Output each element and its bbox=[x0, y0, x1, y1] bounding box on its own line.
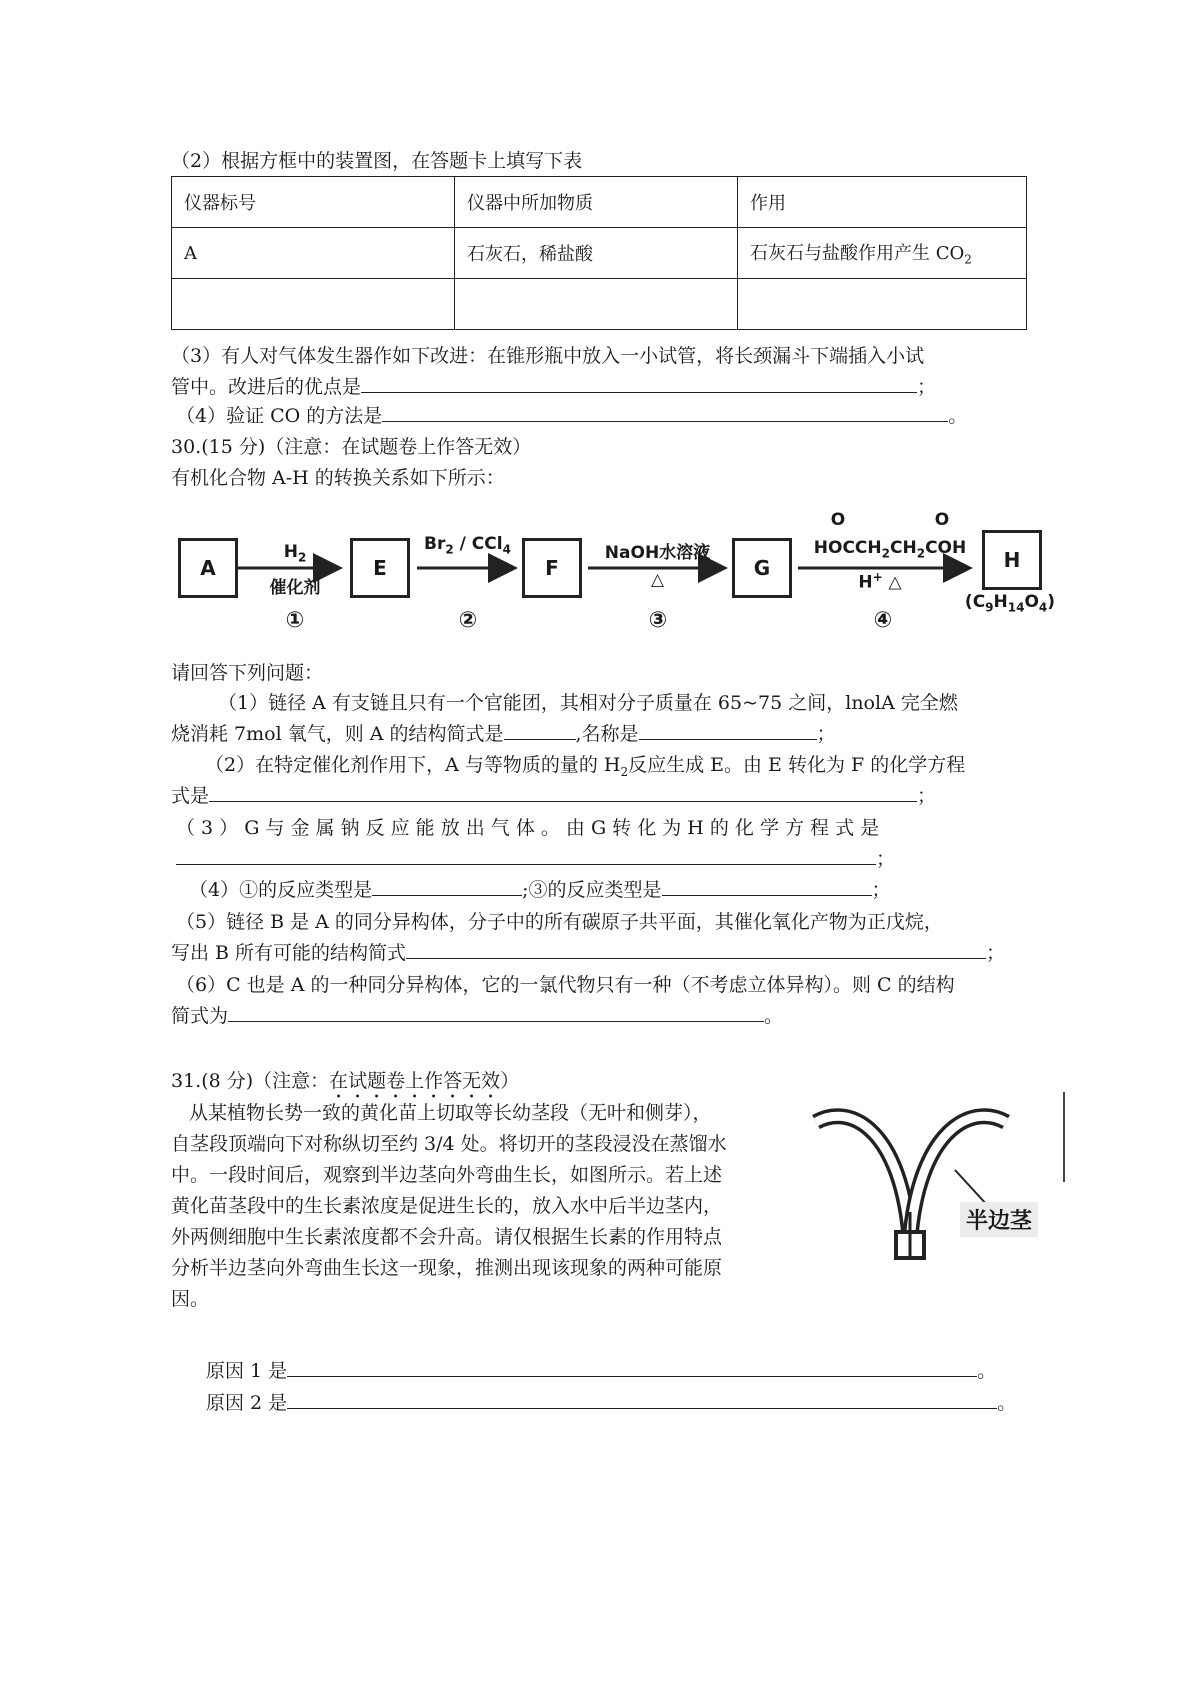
answer-blank[interactable] bbox=[639, 721, 817, 740]
q31-header bbox=[171, 1068, 519, 1103]
punctuation: 。 bbox=[948, 405, 968, 427]
table-row bbox=[172, 279, 1027, 330]
reagent-2-top bbox=[420, 534, 515, 556]
formula-subscript: 9 bbox=[985, 600, 994, 615]
q31-para-line: 分析半边茎向外弯曲生长这一现象，推测出现该现象的两种可能原 bbox=[171, 1257, 723, 1279]
reagent-subscript: 2 bbox=[445, 542, 454, 557]
reagent-br: Br bbox=[424, 534, 446, 554]
q30-header-prefix: 30.(15 分)（注意： bbox=[171, 436, 342, 458]
answer-blank[interactable] bbox=[406, 940, 986, 959]
table-cell: 石灰石，稀盐酸 bbox=[455, 228, 738, 279]
q29-table bbox=[171, 176, 1027, 330]
formula-subscript: 4 bbox=[1038, 600, 1048, 615]
reagent-part: COH bbox=[925, 538, 967, 558]
q30-item2-line1 bbox=[205, 752, 965, 785]
q30-item6-line2 bbox=[171, 1003, 783, 1029]
table-header-cell: 仪器中所加物质 bbox=[455, 177, 738, 228]
table-header-row bbox=[172, 177, 1027, 228]
reagent-1-bottom: 催化剂 bbox=[269, 578, 321, 598]
reagent-subscript: 2 bbox=[297, 550, 307, 565]
compound-box-h: H bbox=[982, 530, 1042, 590]
reagent-h-plus: H bbox=[858, 572, 873, 593]
compound-box-f: F bbox=[522, 538, 582, 598]
q29-item3-line1: （3）有人对气体发生器作如下改进：在锥形瓶中放入一小试管，将长颈漏斗下端插入小试 bbox=[171, 345, 925, 367]
table-cell: A bbox=[172, 228, 455, 279]
step-1-label: ① bbox=[285, 608, 305, 633]
punctuation: 。 bbox=[977, 1360, 997, 1382]
q31-header-prefix: 31.(8 分)（注意： bbox=[171, 1070, 330, 1092]
q30-item1-line2 bbox=[171, 721, 836, 747]
formula-part: O bbox=[1024, 592, 1039, 612]
heat-symbol: △ bbox=[882, 572, 902, 593]
q30-item2-text: 反应生成 E。由 E 转化为 F 的化学方程 bbox=[628, 754, 966, 776]
answer-blank[interactable] bbox=[372, 877, 522, 896]
punctuation: ； bbox=[917, 785, 937, 807]
reagent-part: CH bbox=[889, 538, 917, 558]
q30-item2-text: 式是 bbox=[171, 785, 210, 807]
table-header-cell: 作用 bbox=[738, 177, 1027, 228]
step-4-label: ④ bbox=[873, 608, 893, 633]
answer-blank[interactable] bbox=[662, 877, 872, 896]
compound-box-a: A bbox=[178, 538, 238, 598]
punctuation: 。 bbox=[764, 1005, 784, 1027]
table-cell-text: 石灰石与盐酸作用产生 CO bbox=[750, 243, 965, 265]
answer-blank[interactable] bbox=[228, 1003, 764, 1022]
q30-item4-text: （4）①的反应类型是 bbox=[189, 879, 373, 901]
q30-item2-line2 bbox=[171, 783, 936, 809]
figure-label: 半边茎 bbox=[960, 1202, 1038, 1237]
reagent-1-top bbox=[250, 542, 340, 564]
reagent-4-bottom bbox=[820, 570, 940, 593]
table-cell-empty[interactable] bbox=[455, 279, 738, 330]
reagent-superscript: + bbox=[872, 570, 883, 584]
q30-item5-line1: （5）链径 B 是 A 的同分异构体，分子中的所有碳原子共平面，其催化氧化产物为正戊烷， bbox=[176, 911, 943, 933]
q30-item5-text: 写出 B 所有可能的结构简式 bbox=[171, 942, 407, 964]
reagent-h: H bbox=[283, 542, 298, 562]
answer-blank[interactable] bbox=[176, 846, 876, 865]
q31-para-line: 从某植物长势一致的黄化苗上切取等长幼茎段（无叶和侧芽）， bbox=[189, 1102, 712, 1124]
carbonyl-o-right: O bbox=[934, 510, 950, 530]
carbonyl-o-left: O bbox=[830, 510, 846, 530]
q31-reason2 bbox=[206, 1390, 1016, 1416]
q31-reason1-label: 原因 1 是 bbox=[206, 1360, 288, 1382]
q31-para-line: 自茎段顶端向下对称纵切至约 3/4 处。将切开的茎段浸没在蒸馏水 bbox=[171, 1133, 727, 1155]
q31-header-suffix: ） bbox=[500, 1070, 520, 1092]
answer-blank[interactable] bbox=[209, 783, 917, 802]
q31-reason1 bbox=[206, 1358, 996, 1384]
q30-header bbox=[171, 434, 531, 460]
step-2-label: ② bbox=[458, 608, 478, 633]
q30-item1-text: ,名称是 bbox=[575, 723, 639, 745]
q31-header-emph: 在试题卷上作答无效 bbox=[329, 1070, 501, 1092]
q30-item3-line1: （ 3 ） G 与 金 属 钠 反 应 能 放 出 气 体 。 由 G 转 化 为 H 的 化 学 方 程 式 是 bbox=[176, 817, 880, 839]
co2-subscript: 2 bbox=[964, 252, 972, 267]
q29-item4 bbox=[176, 403, 967, 429]
table-header-cell: 仪器标号 bbox=[172, 177, 455, 228]
q30-header-suffix: ） bbox=[512, 436, 532, 458]
formula-part: (C bbox=[964, 592, 986, 612]
reagent-part: HOCCH bbox=[813, 538, 882, 558]
q30-item3-line2 bbox=[176, 846, 895, 872]
punctuation: ； bbox=[816, 723, 836, 745]
punctuation: ； bbox=[986, 942, 1006, 964]
punctuation: ； bbox=[871, 879, 891, 901]
q31-para-line: 黄化苗茎段中的生长素浓度是促进生长的，放入水中后半边茎内， bbox=[171, 1195, 723, 1217]
table-cell-empty[interactable] bbox=[738, 279, 1027, 330]
reagent-4-top bbox=[800, 538, 980, 560]
q29-item3-line2 bbox=[171, 374, 936, 400]
reaction-scheme bbox=[170, 500, 1060, 640]
q30-item2-text: （2）在特定催化剂作用下，A 与等物质的量的 H bbox=[205, 754, 621, 776]
q30-prompt: 请回答下列问题： bbox=[171, 662, 324, 684]
table-row bbox=[172, 228, 1027, 279]
q30-item4 bbox=[189, 877, 891, 903]
q31-para-line: 因。 bbox=[171, 1288, 210, 1310]
q29-item4-text: （4）验证 CO 的方法是 bbox=[176, 405, 383, 427]
formula-subscript: 14 bbox=[1007, 600, 1025, 615]
q30-item5-line2 bbox=[171, 940, 1005, 966]
formula-part: H bbox=[993, 592, 1008, 612]
q30-item1-line1: （1）链径 A 有支链且只有一个官能团，其相对分子质量在 65~75 之间，lnolA 完全燃 bbox=[218, 692, 958, 714]
q31-para-line: 中。一段时间后，观察到半边茎向外弯曲生长，如图所示。若上述 bbox=[171, 1164, 723, 1186]
table-cell bbox=[738, 228, 1027, 279]
q30-item1-text: 烧消耗 7mol 氧气，则 A 的结构简式是 bbox=[171, 723, 504, 745]
answer-blank[interactable] bbox=[287, 1358, 977, 1377]
reagent-subscript: 2 bbox=[881, 546, 890, 561]
q29-item3-text: 管中。改进后的优点是 bbox=[171, 376, 362, 398]
q30-item4-text: ;③的反应类型是 bbox=[522, 879, 662, 901]
split-stem-figure bbox=[812, 1092, 1072, 1262]
q29-item2-intro: （2）根据方框中的装置图，在答题卡上填写下表 bbox=[171, 150, 583, 172]
q30-item6-line1: （6）C 也是 A 的一种同分异构体，它的一氯代物只有一种（不考虑立体异构）。则 C 的结构 bbox=[176, 974, 955, 996]
answer-blank[interactable] bbox=[361, 374, 917, 393]
table-cell-empty[interactable] bbox=[172, 279, 455, 330]
q31-para-line: 外两侧细胞中生长素浓度都不会升高。请仅根据生长素的作用特点 bbox=[171, 1226, 723, 1248]
answer-blank[interactable] bbox=[287, 1390, 997, 1409]
reagent-subscript: 2 bbox=[916, 546, 926, 561]
reagent-subscript: 4 bbox=[502, 542, 511, 557]
q30-item6-text: 简式为 bbox=[171, 1005, 229, 1027]
q31-reason2-label: 原因 2 是 bbox=[206, 1392, 288, 1414]
answer-blank[interactable] bbox=[382, 403, 948, 422]
reagent-3-bottom: △ bbox=[650, 570, 665, 590]
reagent-ccl: / CCl bbox=[453, 534, 503, 554]
punctuation: ； bbox=[917, 376, 937, 398]
compound-box-e: E bbox=[350, 538, 410, 598]
reagent-3-top: NaOH水溶液 bbox=[604, 543, 711, 563]
h-formula bbox=[960, 592, 1060, 614]
compound-box-g: G bbox=[732, 538, 792, 598]
punctuation: ； bbox=[876, 848, 896, 870]
q30-header-emph: 在试题卷上作答无效 bbox=[341, 436, 513, 458]
formula-subscript: 2 bbox=[620, 764, 629, 779]
q30-intro: 有机化合物 A-H 的转换关系如下所示： bbox=[171, 467, 505, 489]
answer-blank[interactable] bbox=[504, 721, 576, 740]
step-3-label: ③ bbox=[648, 608, 668, 633]
punctuation: 。 bbox=[997, 1392, 1017, 1414]
formula-part: ) bbox=[1047, 592, 1056, 612]
